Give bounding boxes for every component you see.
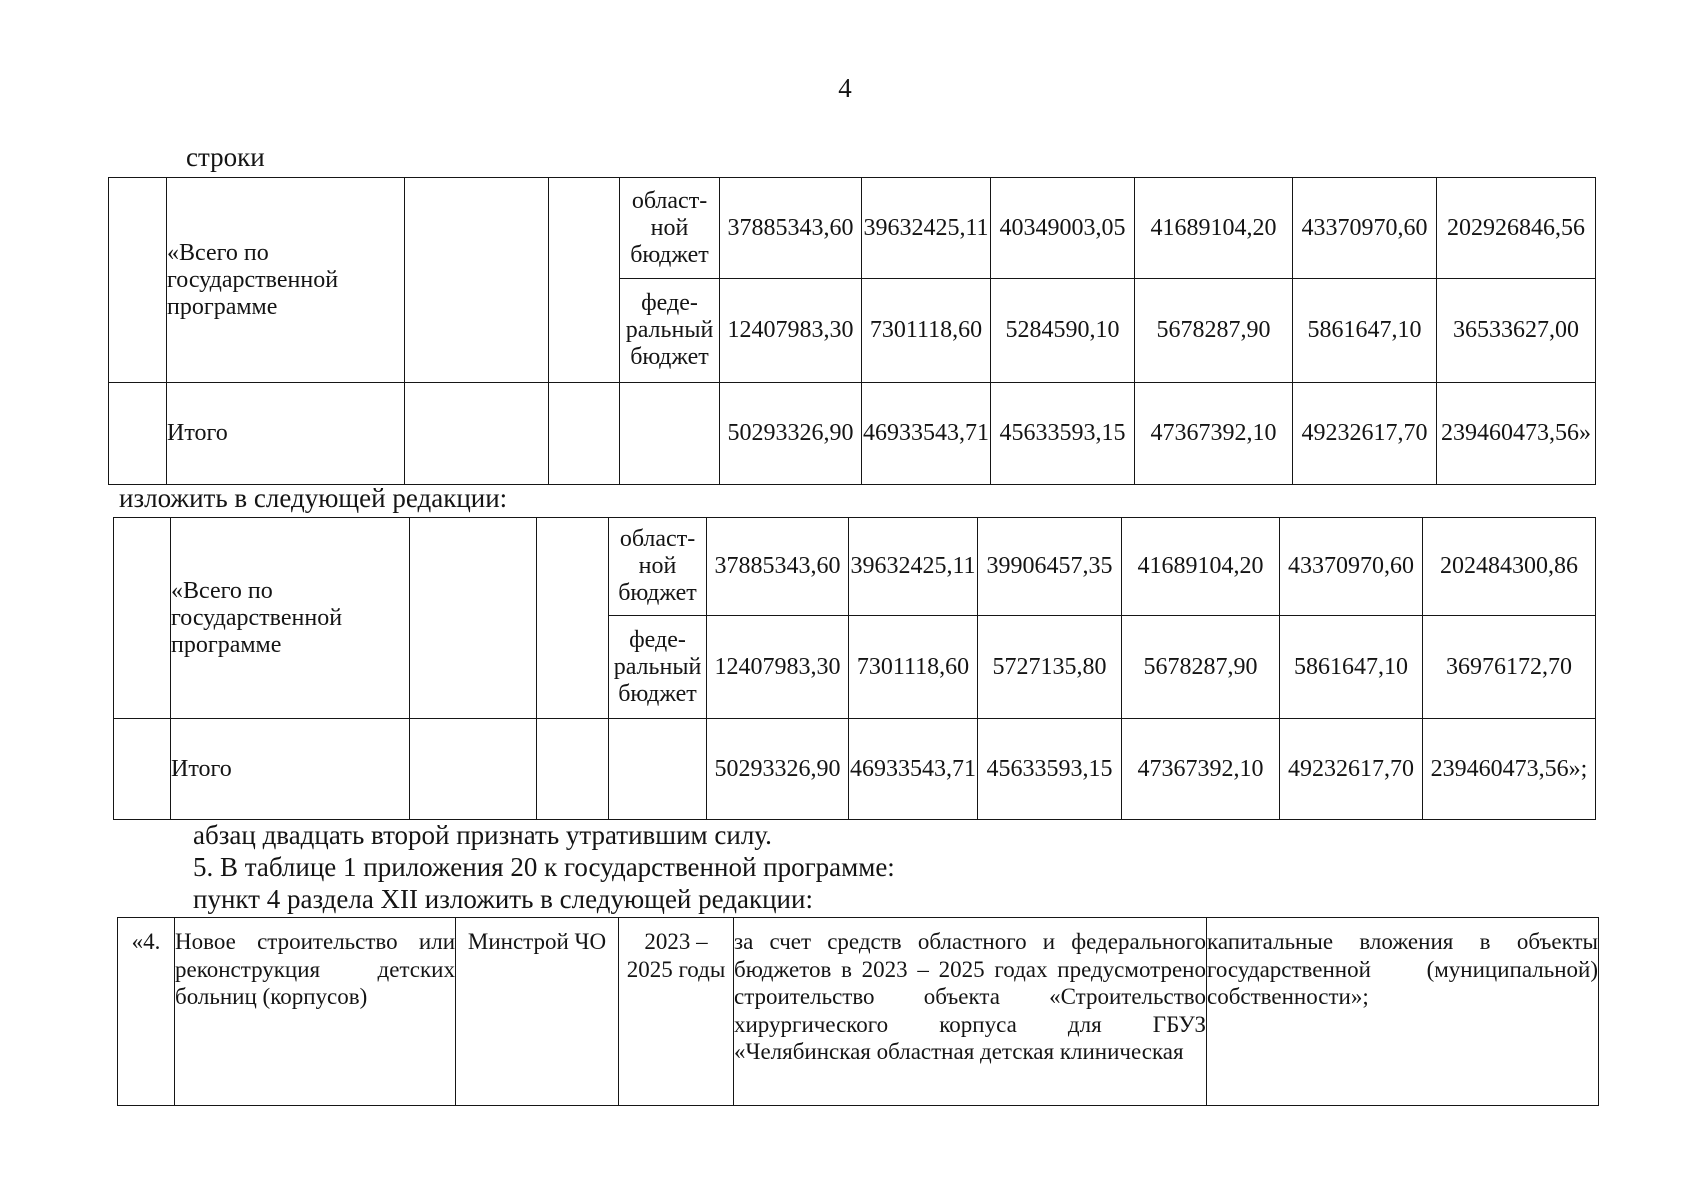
table-new <box>113 517 1596 820</box>
total-value: 45633593,15 <box>991 383 1135 485</box>
empty-cell <box>620 383 720 485</box>
budget-source: феде- ральный бюджет <box>609 616 707 719</box>
empty-cell <box>537 719 609 820</box>
total-label: Итого <box>167 383 405 485</box>
value-cell: 36976172,70 <box>1423 616 1596 719</box>
empty-cell <box>114 518 171 719</box>
empty-cell <box>537 518 609 719</box>
total-value: 47367392,10 <box>1122 719 1280 820</box>
item-name: Новое строительство или реконструкция детских больниц (корпусов) <box>175 918 456 1106</box>
value-cell: 37885343,60 <box>720 178 862 279</box>
total-value: 46933543,71 <box>849 719 978 820</box>
value-cell: 202926846,56 <box>1437 178 1596 279</box>
empty-cell <box>410 518 537 719</box>
total-value: 239460473,56» <box>1437 383 1596 485</box>
value-cell: 43370970,60 <box>1293 178 1437 279</box>
paragraph-repeal: абзац двадцать второй признать утратившим силу. <box>193 820 772 850</box>
value-cell: 39632425,11 <box>849 518 978 616</box>
item-executor: Минстрой ЧО <box>456 918 619 1106</box>
total-value: 46933543,71 <box>862 383 991 485</box>
total-value: 49232617,70 <box>1280 719 1423 820</box>
value-cell: 41689104,20 <box>1135 178 1293 279</box>
value-cell: 5678287,90 <box>1122 616 1280 719</box>
value-cell: 39632425,11 <box>862 178 991 279</box>
table-old <box>108 177 1596 485</box>
value-cell: 5284590,10 <box>991 279 1135 383</box>
item-expense-type: капитальные вложения в объекты государственной (муниципальной) собственности»; <box>1207 918 1599 1106</box>
value-cell: 43370970,60 <box>1280 518 1423 616</box>
value-cell: 5861647,10 <box>1293 279 1437 383</box>
value-cell: 5861647,10 <box>1280 616 1423 719</box>
value-cell: 5678287,90 <box>1135 279 1293 383</box>
empty-cell <box>109 383 167 485</box>
empty-cell <box>549 178 620 383</box>
total-label: Итого <box>171 719 410 820</box>
empty-cell <box>109 178 167 383</box>
value-cell: 37885343,60 <box>707 518 849 616</box>
value-cell: 7301118,60 <box>849 616 978 719</box>
value-cell: 12407983,30 <box>707 616 849 719</box>
transition-text: изложить в следующей редакции: <box>119 483 508 513</box>
empty-cell <box>549 383 620 485</box>
total-value: 239460473,56»; <box>1423 719 1596 820</box>
empty-cell <box>114 719 171 820</box>
intro-label: строки <box>186 142 265 172</box>
item-number: «4. <box>118 918 175 1106</box>
item-period: 2023 – 2025 годы <box>619 918 734 1106</box>
total-value: 47367392,10 <box>1135 383 1293 485</box>
budget-source: област- ной бюджет <box>620 178 720 279</box>
paragraph-section-xii: пункт 4 раздела XII изложить в следующей редакции: <box>193 884 813 914</box>
program-label: «Всего по государственной программе <box>167 178 405 383</box>
program-label: «Всего по государственной программе <box>171 518 410 719</box>
budget-source: област- ной бюджет <box>609 518 707 616</box>
value-cell: 12407983,30 <box>720 279 862 383</box>
total-value: 50293326,90 <box>707 719 849 820</box>
total-value: 50293326,90 <box>720 383 862 485</box>
table-row <box>118 918 1599 1106</box>
table-item <box>117 917 1599 1106</box>
value-cell: 36533627,00 <box>1437 279 1596 383</box>
total-row <box>114 719 1596 820</box>
total-value: 49232617,70 <box>1293 383 1437 485</box>
empty-cell <box>405 383 549 485</box>
paragraph-item-5: 5. В таблице 1 приложения 20 к государственной программе: <box>193 852 895 882</box>
table-row <box>109 178 1596 279</box>
value-cell: 5727135,80 <box>978 616 1122 719</box>
value-cell: 7301118,60 <box>862 279 991 383</box>
value-cell: 39906457,35 <box>978 518 1122 616</box>
total-row <box>109 383 1596 485</box>
empty-cell <box>609 719 707 820</box>
empty-cell <box>405 178 549 383</box>
value-cell: 202484300,86 <box>1423 518 1596 616</box>
table-row <box>114 518 1596 616</box>
value-cell: 41689104,20 <box>1122 518 1280 616</box>
value-cell: 40349003,05 <box>991 178 1135 279</box>
budget-source: феде- ральный бюджет <box>620 279 720 383</box>
total-value: 45633593,15 <box>978 719 1122 820</box>
page-number: 4 <box>838 73 852 103</box>
item-description: за счет средств областного и федерального бюджетов в 2023 – 2025 годах предусмотрено строительство объекта «Строительство хирургического корпуса для ГБУЗ «Челябинская областная детская клиническая <box>734 918 1207 1106</box>
empty-cell <box>410 719 537 820</box>
